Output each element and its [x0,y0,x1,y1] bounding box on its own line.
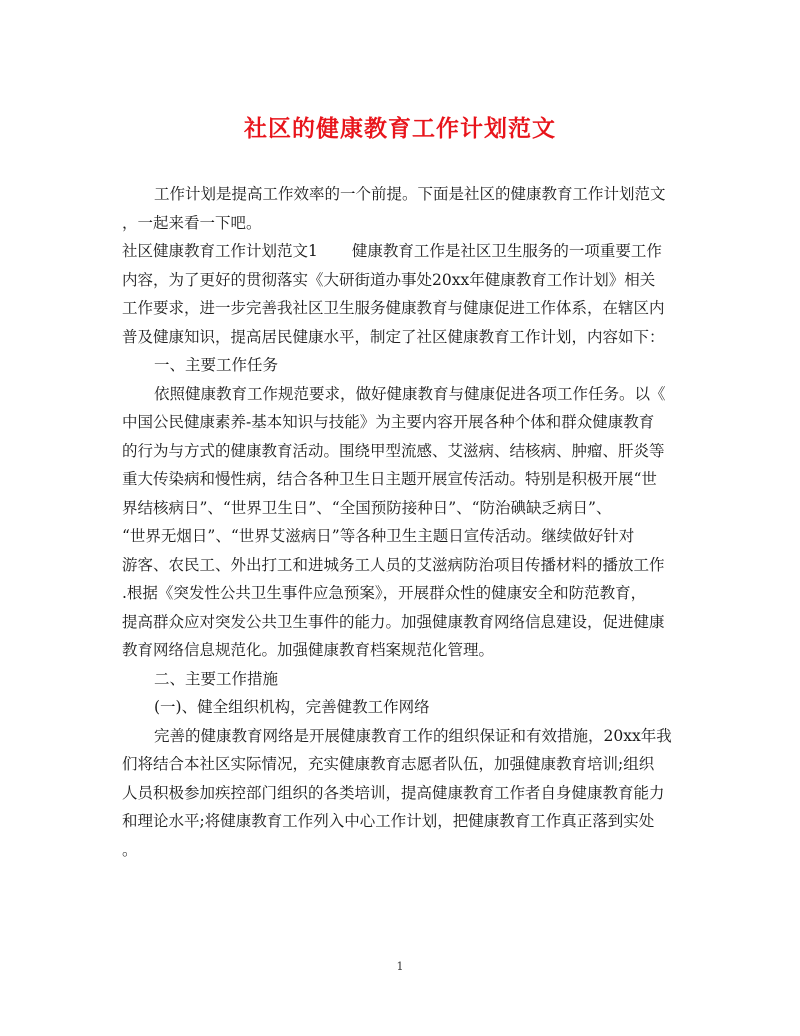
paragraph-line: 重大传染病和慢性病，结合各种卫生日主题开展宣传活动。特别是积极开展“世 [122,470,657,488]
paragraph-line: 和理论水平;将健康教育工作列入中心工作计划，把健康教育工作真正落到实处 [122,812,655,830]
paragraph-line: 普及健康知识，提高居民健康水平，制定了社区健康教育工作计划，内容如下： [122,327,665,346]
paragraph-line [122,237,680,266]
section-heading: 一、主要工作任务 [154,356,279,374]
paragraph-line: 教育网络信息规范化。加强健康教育档案规范化管理。 [122,641,495,659]
document-body [122,180,680,864]
paragraph-line: “世界无烟日”、“世界艾滋病日”等各种卫生主题日宣传活动。继续做好针对 [122,527,635,545]
paragraph-line: 们将结合本社区实际情况，充实健康教育志愿者队伍，加强健康教育培训;组织 [122,755,655,773]
paragraph-line: 的行为与方式的健康教育活动。围绕甲型流感、艾滋病、结核病、肿瘤、肝炎等 [122,441,665,460]
paragraph-line: 提高群众应对突发公共卫生事件的能力。加强健康教育网络信息建设，促进健康 [122,612,665,631]
section-heading: 二、主要工作措施 [154,669,279,688]
document-title: 社区的健康教育工作计划范文 [244,115,556,142]
section-heading: 社区健康教育工作计划范文1 [122,242,318,260]
paragraph-text: 健康教育工作是社区卫生服务的一项重要工作 [351,242,662,260]
subsection-heading: (一)、健全组织机构，完善健教工作网络 [154,698,430,716]
paragraph-line: 。 [122,840,138,859]
paragraph-line: 内容，为了更好的贯彻落实《大研街道办事处20xx年健康教育工作计划》相关 [122,270,656,289]
page-number: 1 [396,960,404,973]
paragraph-line: 依照健康教育工作规范要求，做好健康教育与健康促进各项工作任务。以《 [154,384,666,403]
paragraph-line: 中国公民健康素养-基本知识与技能》为主要内容开展各种个体和群众健康教育 [122,413,655,431]
paragraph-line: 工作要求，进一步完善我社区卫生服务健康教育与健康促进工作体系，在辖区内 [122,299,665,317]
paragraph-line: 游客、农民工、外出打工和进城务工人员的艾滋病防治项目传播材料的播放工作 [122,555,665,574]
paragraph-line: 完善的健康教育网络是开展健康教育工作的组织保证和有效措施，20xx年我 [154,726,672,745]
paragraph-line: ，一起来看一下吧。 [122,213,262,232]
paragraph-line: 人员积极参加疾控部门组织的各类培训，提高健康教育工作者自身健康教育能力 [122,783,665,802]
paragraph-line: .根据《突发性公共卫生事件应急预案》，开展群众性的健康安全和防范教育， [122,584,647,602]
paragraph-line: 工作计划是提高工作效率的一个前提。下面是社区的健康教育工作计划范文 [154,185,666,203]
paragraph-line: 界结核病日”、“世界卫生日”、“全国预防接种日”、“防治碘缺乏病日”、 [122,498,612,517]
